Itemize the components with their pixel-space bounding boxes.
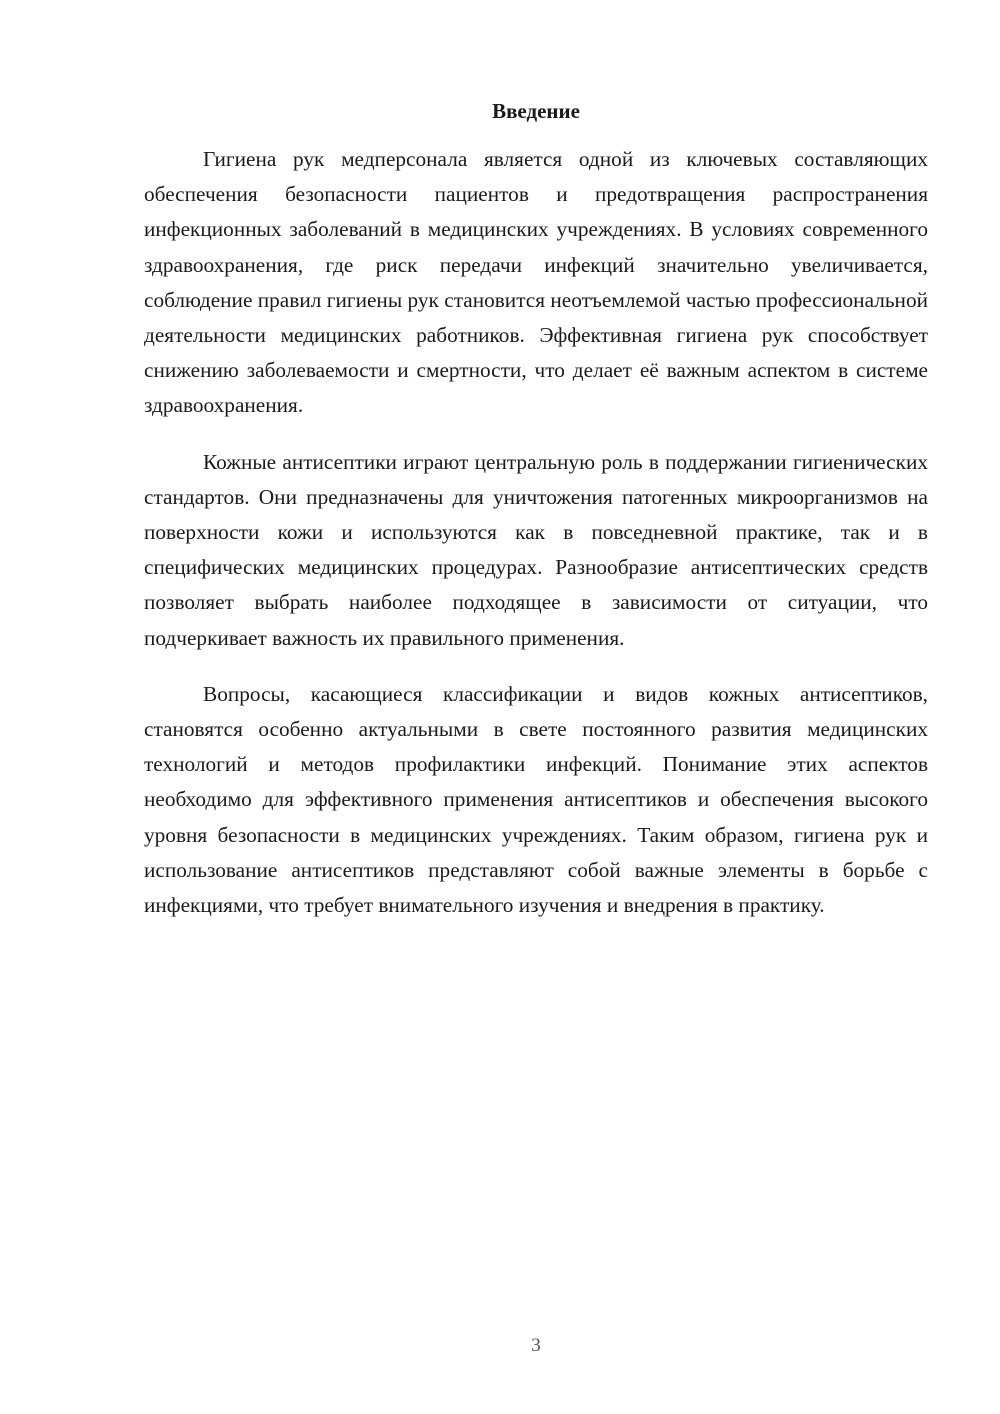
page-number: 3: [531, 1335, 541, 1356]
section-heading: Введение: [492, 99, 580, 123]
paragraph-hand-hygiene: Гигиена рук медперсонала является одной из ключевых составляющих обеспечения безопасности пациентов и предотвращения распространения инфекционных заболеваний в медицинских учреждениях. В условиях современного здравоохранения, где риск передачи инфекций значительно увеличивается, соблюдение правил гигиены рук становится неотъемлемой частью профессиональной деятельности медицинских работников. Эффективная гигиена рук способствует снижению заболеваемости и смертности, что делает её важным аспектом в системе здравоохранения.: [144, 147, 928, 418]
document-body: [144, 142, 928, 923]
paragraph-skin-antiseptics: Кожные антисептики играют центральную роль в поддержании гигиенических стандартов. Они предназначены для уничтожения патогенных микроорганизмов на поверхности кожи и используются как в повседневной практике, так и в специфических медицинских процедурах. Разнообразие антисептических средств позволяет выбрать наиболее подходящее в зависимости от ситуации, что подчеркивает важность их правильного применения.: [144, 449, 928, 650]
paragraph-classification: Вопросы, касающиеся классификации и видов кожных антисептиков, становятся особенно актуальными в свете постоянного развития медицинских технологий и методов профилактики инфекций. Понимание этих аспектов необходимо для эффективного применения антисептиков и обеспечения высокого уровня безопасности в медицинских учреждениях. Таким образом, гигиена рук и использование антисептиков представляют собой важные элементы в борьбе с инфекциями, что требует внимательного изучения и внедрения в практику.: [144, 681, 928, 918]
